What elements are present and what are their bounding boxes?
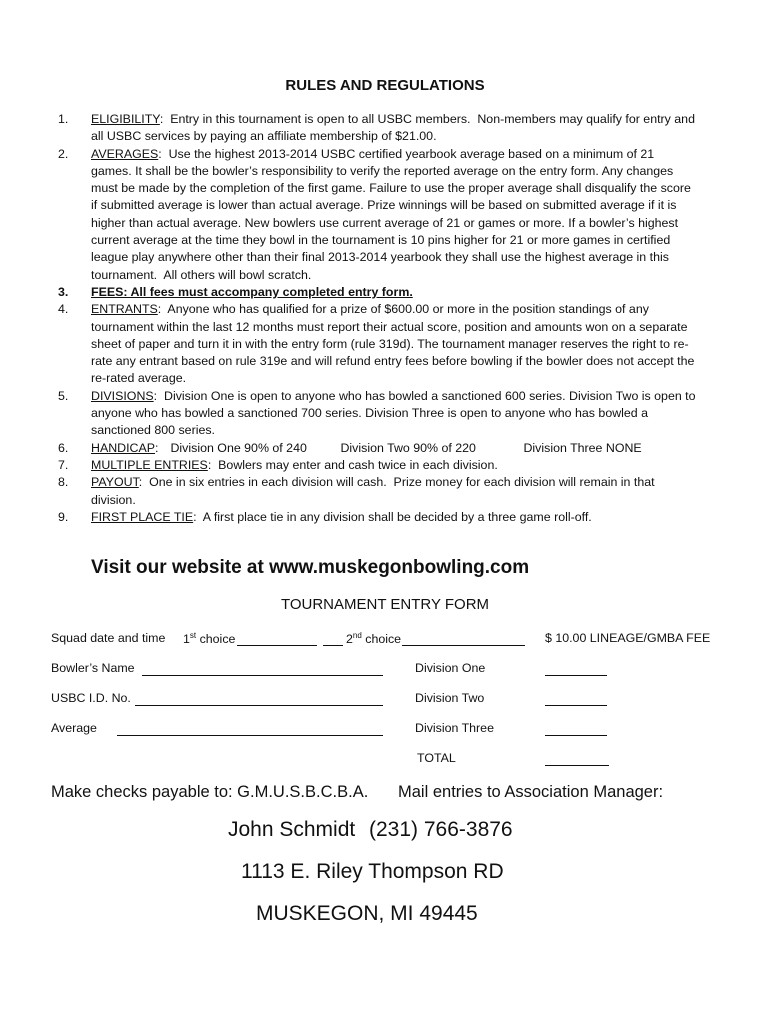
- division-one-label: Division One: [415, 661, 486, 675]
- rule-number: 5.: [58, 388, 69, 403]
- rule-separator: :: [158, 146, 162, 161]
- average-label: Average: [51, 721, 97, 735]
- rule-number: 8.: [58, 475, 69, 490]
- first-choice-label: [183, 631, 235, 646]
- rule-separator: :: [157, 302, 162, 317]
- rule-text: Bowlers may enter and cash twice in each division.: [211, 457, 498, 472]
- rule-item: [58, 284, 698, 301]
- rules-list: [58, 111, 698, 526]
- contact-phone: (231) 766-3876: [369, 818, 513, 841]
- usbc-id-field[interactable]: [135, 705, 383, 706]
- division-two-label: Division Two: [415, 691, 485, 705]
- mail-entries-text: Mail entries to Association Manager:: [398, 783, 664, 801]
- rule-text: Use the highest 2013-2014 USBC certified yearbook average based on a minimum of 21 games. It shall be the bowler’s responsibility to verify the reported average on the entry form. Any changes must be made by the completion of the first game. Failure to use the proper average shall disqualify the score if submitted average is lower than actual average. Prize winnings will be based on submitted average if it is higher than actual average. New bowlers use current average of 21 or games or more. If a bowler’s highest current average at the time they bowl in the tournament is 10 pins higher for 21 or more games in certified league play anywhere other than their final 2013-2014 yearbook they shall use the highest average in this tournament. All others will bowl scratch.: [91, 146, 695, 282]
- handicap-division-three: Division Three NONE: [523, 440, 642, 455]
- rule-item: [58, 301, 698, 387]
- total-label: TOTAL: [417, 751, 456, 765]
- rule-separator: :: [159, 112, 164, 126]
- second-choice-sup: nd: [352, 631, 362, 640]
- rule-text: A first place tie in any division shall be decided by a three game roll-off.: [196, 509, 592, 524]
- rule-text: Anyone who has qualified for a prize of $600.00 or more in the position standings of any tournament within the last 12 months must report their actual score, position and amounts won on a separate sheet of paper and turn it in with the entry form (rule 319d). The tournament manager reserves the right to re-rate any entrant based on rule 319e and will refund entry fees before bowling if the bowler does not accept the re-rated average.: [91, 302, 698, 386]
- rule-separator: :: [193, 509, 197, 524]
- first-choice-text: choice: [196, 632, 236, 647]
- rule-number: 7.: [58, 457, 69, 472]
- rule-label: PAYOUT: [91, 475, 139, 490]
- rule-text: Division One is open to anyone who has bowled a sanctioned 600 series. Division Two is open to anyone who has bowled a sanctioned 700 series. Division Three is open to anyone who has bowled a sanctioned 800 series.: [91, 388, 699, 438]
- rule-label: AVERAGES: [91, 146, 159, 161]
- rule-item: [58, 474, 698, 509]
- rule-item: [58, 457, 698, 474]
- second-choice-field[interactable]: [402, 645, 525, 646]
- contact-city: MUSKEGON, MI 49445: [256, 902, 478, 925]
- rule-label: HANDICAP: [91, 440, 156, 455]
- bowler-name-label: Bowler’s Name: [51, 661, 135, 675]
- contact-address: 1113 E. Riley Thompson RD: [241, 860, 504, 883]
- fee-label: $ 10.00 LINEAGE/GMBA FEE: [545, 631, 711, 645]
- rule-item: [58, 440, 698, 457]
- website-link-text: Visit our website at www.muskegonbowling.com: [91, 557, 530, 578]
- bowler-name-field[interactable]: [142, 675, 383, 676]
- entry-form-title: TOURNAMENT ENTRY FORM: [280, 596, 490, 613]
- rule-item: [58, 388, 698, 440]
- first-choice-sup: st: [189, 631, 197, 640]
- second-choice-text: choice: [361, 632, 402, 647]
- rule-separator: :: [155, 440, 159, 455]
- division-one-field[interactable]: [545, 675, 607, 676]
- rule-label: MULTIPLE ENTRIES: [91, 457, 208, 472]
- rule-number: 9.: [58, 509, 69, 524]
- rules-title: RULES AND REGULATIONS: [285, 77, 485, 94]
- rule-number: 4.: [58, 302, 69, 317]
- rule-separator: :: [153, 388, 158, 403]
- contact-name: John Schmidt: [228, 818, 356, 841]
- rule-label: DIVISIONS: [91, 388, 154, 403]
- rule-number: 2.: [58, 146, 69, 161]
- rule-label: ENTRANTS: [91, 302, 158, 317]
- rule-separator: :: [207, 457, 212, 472]
- handicap-division-two: Division Two 90% of 220: [340, 440, 476, 455]
- rule-text: One in six entries in each division will cash. Prize money for each division will remain in that division.: [91, 475, 659, 507]
- rule-item: [58, 146, 698, 284]
- second-choice-number: 2: [346, 632, 353, 647]
- rule-label: FEES: All fees must accompany completed entry form.: [91, 284, 413, 299]
- checks-payable-text: Make checks payable to: G.M.U.S.B.C.B.A.: [51, 783, 369, 801]
- average-field[interactable]: [117, 735, 383, 736]
- rule-separator: :: [138, 475, 143, 490]
- first-choice-number: 1: [183, 632, 190, 647]
- rule-label: ELIGIBILITY: [91, 112, 160, 126]
- handicap-division-one: Division One 90% of 240: [170, 440, 307, 455]
- total-field[interactable]: [545, 765, 609, 766]
- division-three-field[interactable]: [545, 735, 607, 736]
- rule-number: 6.: [58, 440, 69, 455]
- rule-text: Entry in this tournament is open to all USBC members. Non-members may qualify for entry and all USBC services by paying an affiliate membership of $21.00.: [91, 112, 699, 144]
- rule-item: [58, 111, 698, 146]
- usbc-id-label: USBC I.D. No.: [51, 691, 131, 705]
- rule-item: [58, 509, 698, 526]
- second-choice-label: [346, 631, 401, 646]
- rule-number: 1.: [58, 112, 69, 126]
- rule-label: FIRST PLACE TIE: [91, 509, 194, 524]
- squad-label: Squad date and time: [51, 631, 166, 645]
- rule-number: 3.: [58, 284, 69, 299]
- division-two-field[interactable]: [545, 705, 607, 706]
- division-three-label: Division Three: [415, 721, 494, 735]
- first-choice-field[interactable]: [237, 645, 317, 646]
- first-choice-time-field[interactable]: [323, 645, 343, 646]
